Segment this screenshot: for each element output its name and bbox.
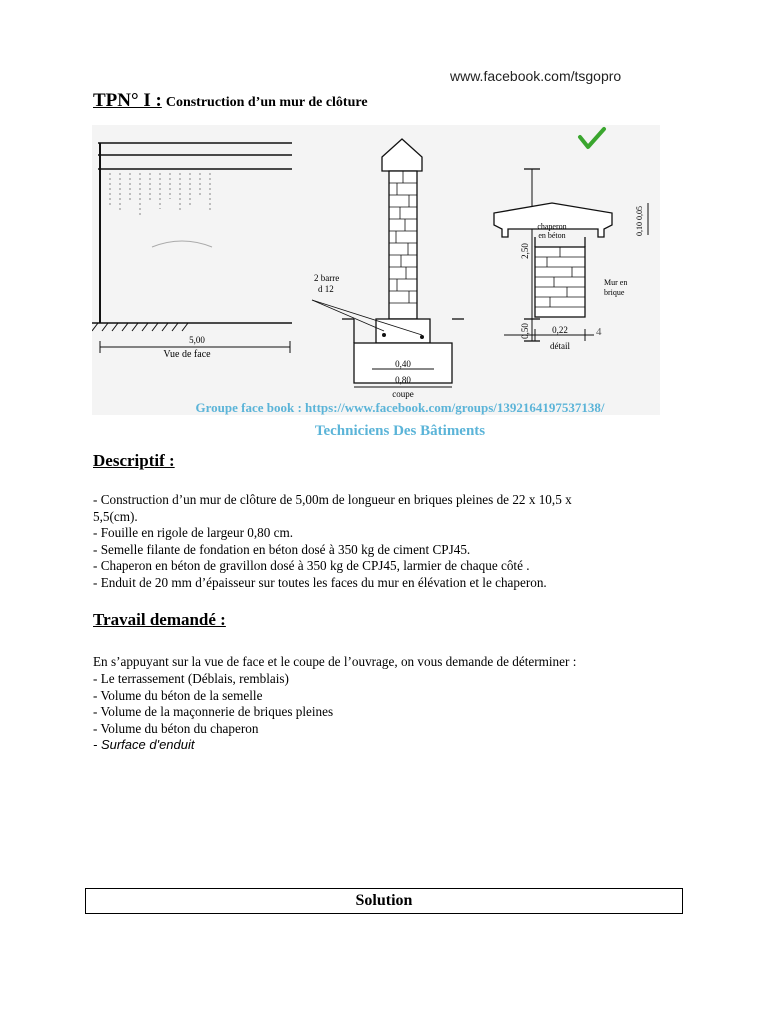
tp-subtitle: Construction d’un mur de clôture [165, 95, 368, 110]
section-caption: coupe [392, 389, 414, 399]
height-label: 2,50 [520, 243, 530, 259]
descriptif-line: - Fouille en rigole de largeur 0,80 cm. [93, 525, 294, 541]
width-outer-label: 0,80 [395, 375, 411, 385]
section-view [312, 139, 540, 387]
community-name: Techniciens Des Bâtiments [314, 423, 486, 439]
front-view [92, 143, 292, 353]
detail-width: 0,22 [552, 325, 568, 335]
tp-number: TPN° I : [93, 90, 162, 111]
handwritten-mark: 4 [596, 326, 602, 338]
descriptif-line: - Chaperon en béton de gravillon dosé à 350 kg de CPJ45, larmier de chaque côté . [93, 558, 530, 574]
travail-item: - Surface d'enduit [93, 737, 195, 753]
bars-label-line2: d 12 [318, 284, 334, 294]
detail-view [494, 203, 648, 341]
checkmark-icon [580, 129, 604, 147]
travail-item: - Volume du béton du chaperon [93, 720, 259, 736]
descriptif-heading: Descriptif : [93, 451, 175, 470]
travail-intro: En s’appuyant sur la vue de face et le coupe de l’ouvrage, on vous demande de déterminer : [93, 654, 577, 669]
detail-caption: détail [550, 341, 570, 351]
page-title [93, 90, 368, 112]
front-view-caption: Vue de face [163, 349, 211, 360]
detail-heights: 0,10 0,05 [635, 206, 644, 236]
width-inner-label: 0,40 [395, 359, 411, 369]
group-link[interactable]: Groupe face book : https://www.facebook.com/groups/1392164197537138/ [195, 400, 605, 415]
descriptif-line: - Semelle filante de fondation en béton dosé à 350 kg de ciment CPJ45. [93, 541, 471, 557]
wall-label-line1: Mur en [604, 278, 628, 287]
chaperon-label-line2: en béton [538, 231, 566, 240]
travail-item: - Volume du béton de la semelle [93, 687, 263, 703]
site-url[interactable]: www.facebook.com/tsgopro [450, 68, 622, 84]
travail-item: - Le terrassement (Déblais, remblais) [93, 671, 289, 686]
bars-label-line1: 2 barre [314, 273, 340, 283]
foundation-label: 0,50 [520, 323, 530, 339]
front-dimension: 5,00 [189, 335, 205, 345]
travail-item: - Volume de la maçonnerie de briques pleines [93, 704, 334, 720]
travail-heading: Travail demandé : [93, 610, 226, 629]
descriptif-line: 5,5(cm). [93, 508, 138, 524]
descriptif-list [93, 492, 693, 592]
chaperon-label-line1: chaperon [537, 222, 567, 231]
descriptif-line: - Construction d’un mur de clôture de 5,00m de longueur en briques pleines de 22 x 10,5 x [93, 492, 572, 507]
solution-box: Solution [85, 888, 683, 914]
descriptif-line: - Enduit de 20 mm d’épaisseur sur toutes les faces du mur en élévation et le chaperon. [93, 574, 547, 590]
wall-label-line2: brique [604, 288, 625, 297]
travail-list [93, 671, 693, 754]
technical-drawing [92, 125, 660, 415]
